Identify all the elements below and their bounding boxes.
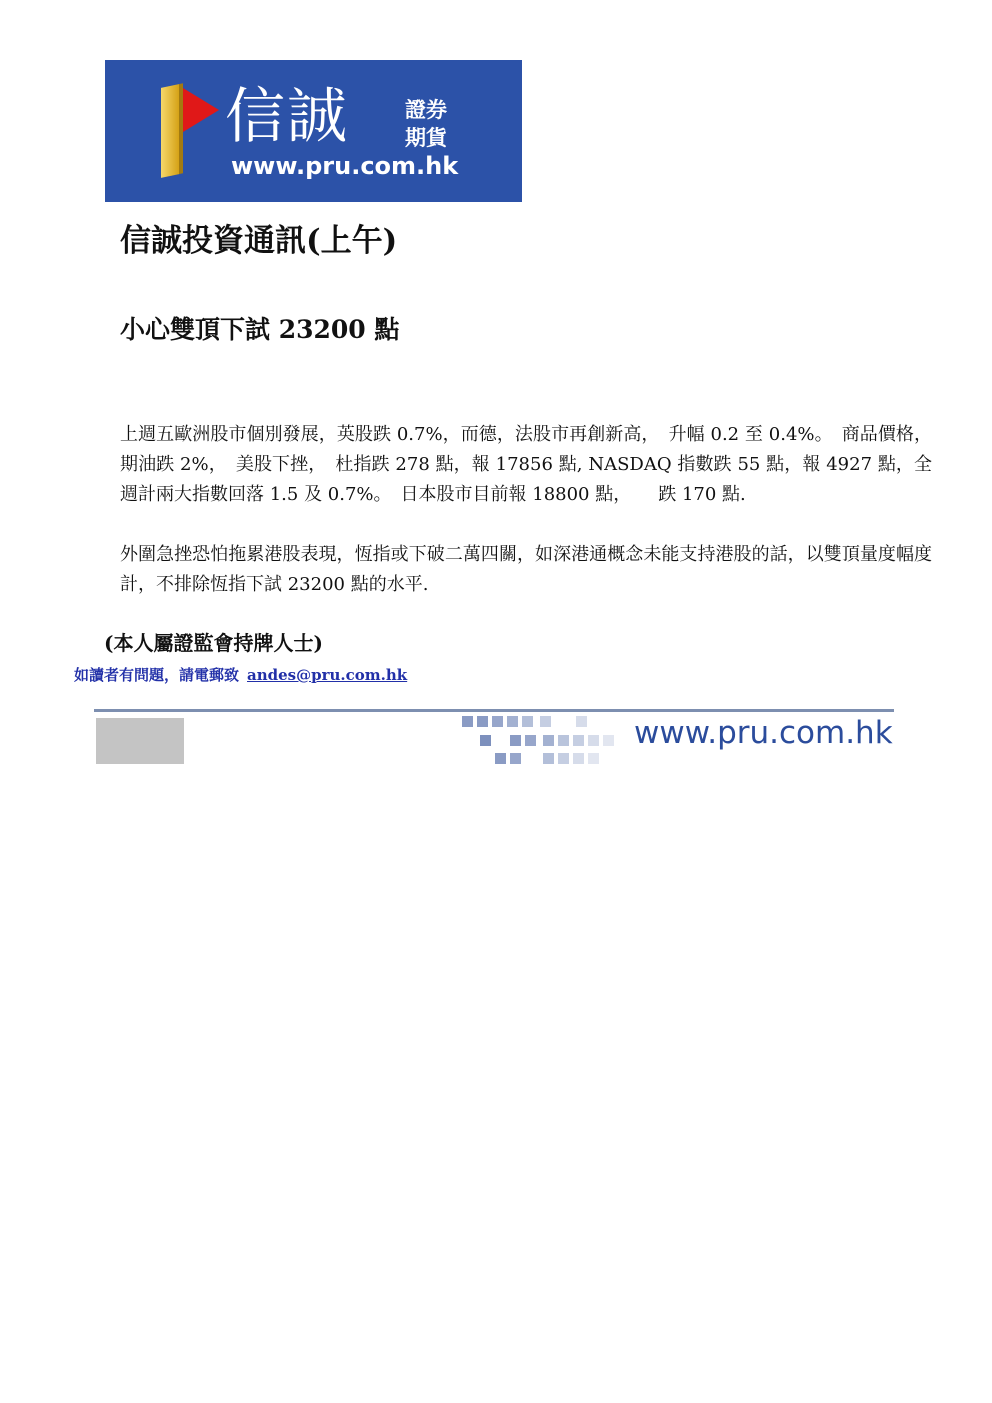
logo-flag-icon — [183, 88, 219, 132]
document-subtitle: 小心雙頂下試 23200 點 — [120, 315, 400, 344]
contact-line — [74, 664, 407, 686]
document-title: 信誠投資通訊(上午) — [120, 223, 398, 259]
footer-url: www.pru.com.hk — [634, 715, 893, 751]
paragraph-outlook: 外圍急挫恐怕拖累港股表現，恆指或下破二萬四關，如深港通概念未能支持港股的話，以雙頂量度幅度計，不排除恆指下試 23200 點的水平. — [120, 544, 932, 595]
header-banner — [105, 60, 522, 202]
footer-square-pattern — [460, 716, 630, 768]
brand-service-securities: 證券 — [405, 98, 447, 122]
brand-services — [405, 96, 447, 152]
contact-text: 如讀者有問題，請電郵致 — [74, 666, 240, 684]
footer-gray-block — [96, 718, 184, 764]
logo-pole-icon — [161, 84, 179, 178]
paragraph-market-summary: 上週五歐洲股市個別發展，英股跌 0.7%，而德，法股市再創新高， 升幅 0.2 至 0.4%。 商品價格，期油跌 2%， 美股下挫， 杜指跌 278 點，報 17856 點, NASDAQ 指數跌 55 點，報 4927 點，全週計兩大指數回落 1.5 及 0.7%。 日本股市目前報 18800 點， 跌 170 點. — [120, 424, 932, 505]
brand-service-futures: 期貨 — [405, 126, 447, 150]
brand-name: 信誠 — [225, 82, 349, 152]
banner-url: www.pru.com.hk — [231, 152, 459, 180]
contact-email-link[interactable]: andes@pru.com.hk — [247, 666, 408, 684]
license-note: (本人屬證監會持牌人士) — [104, 631, 323, 655]
